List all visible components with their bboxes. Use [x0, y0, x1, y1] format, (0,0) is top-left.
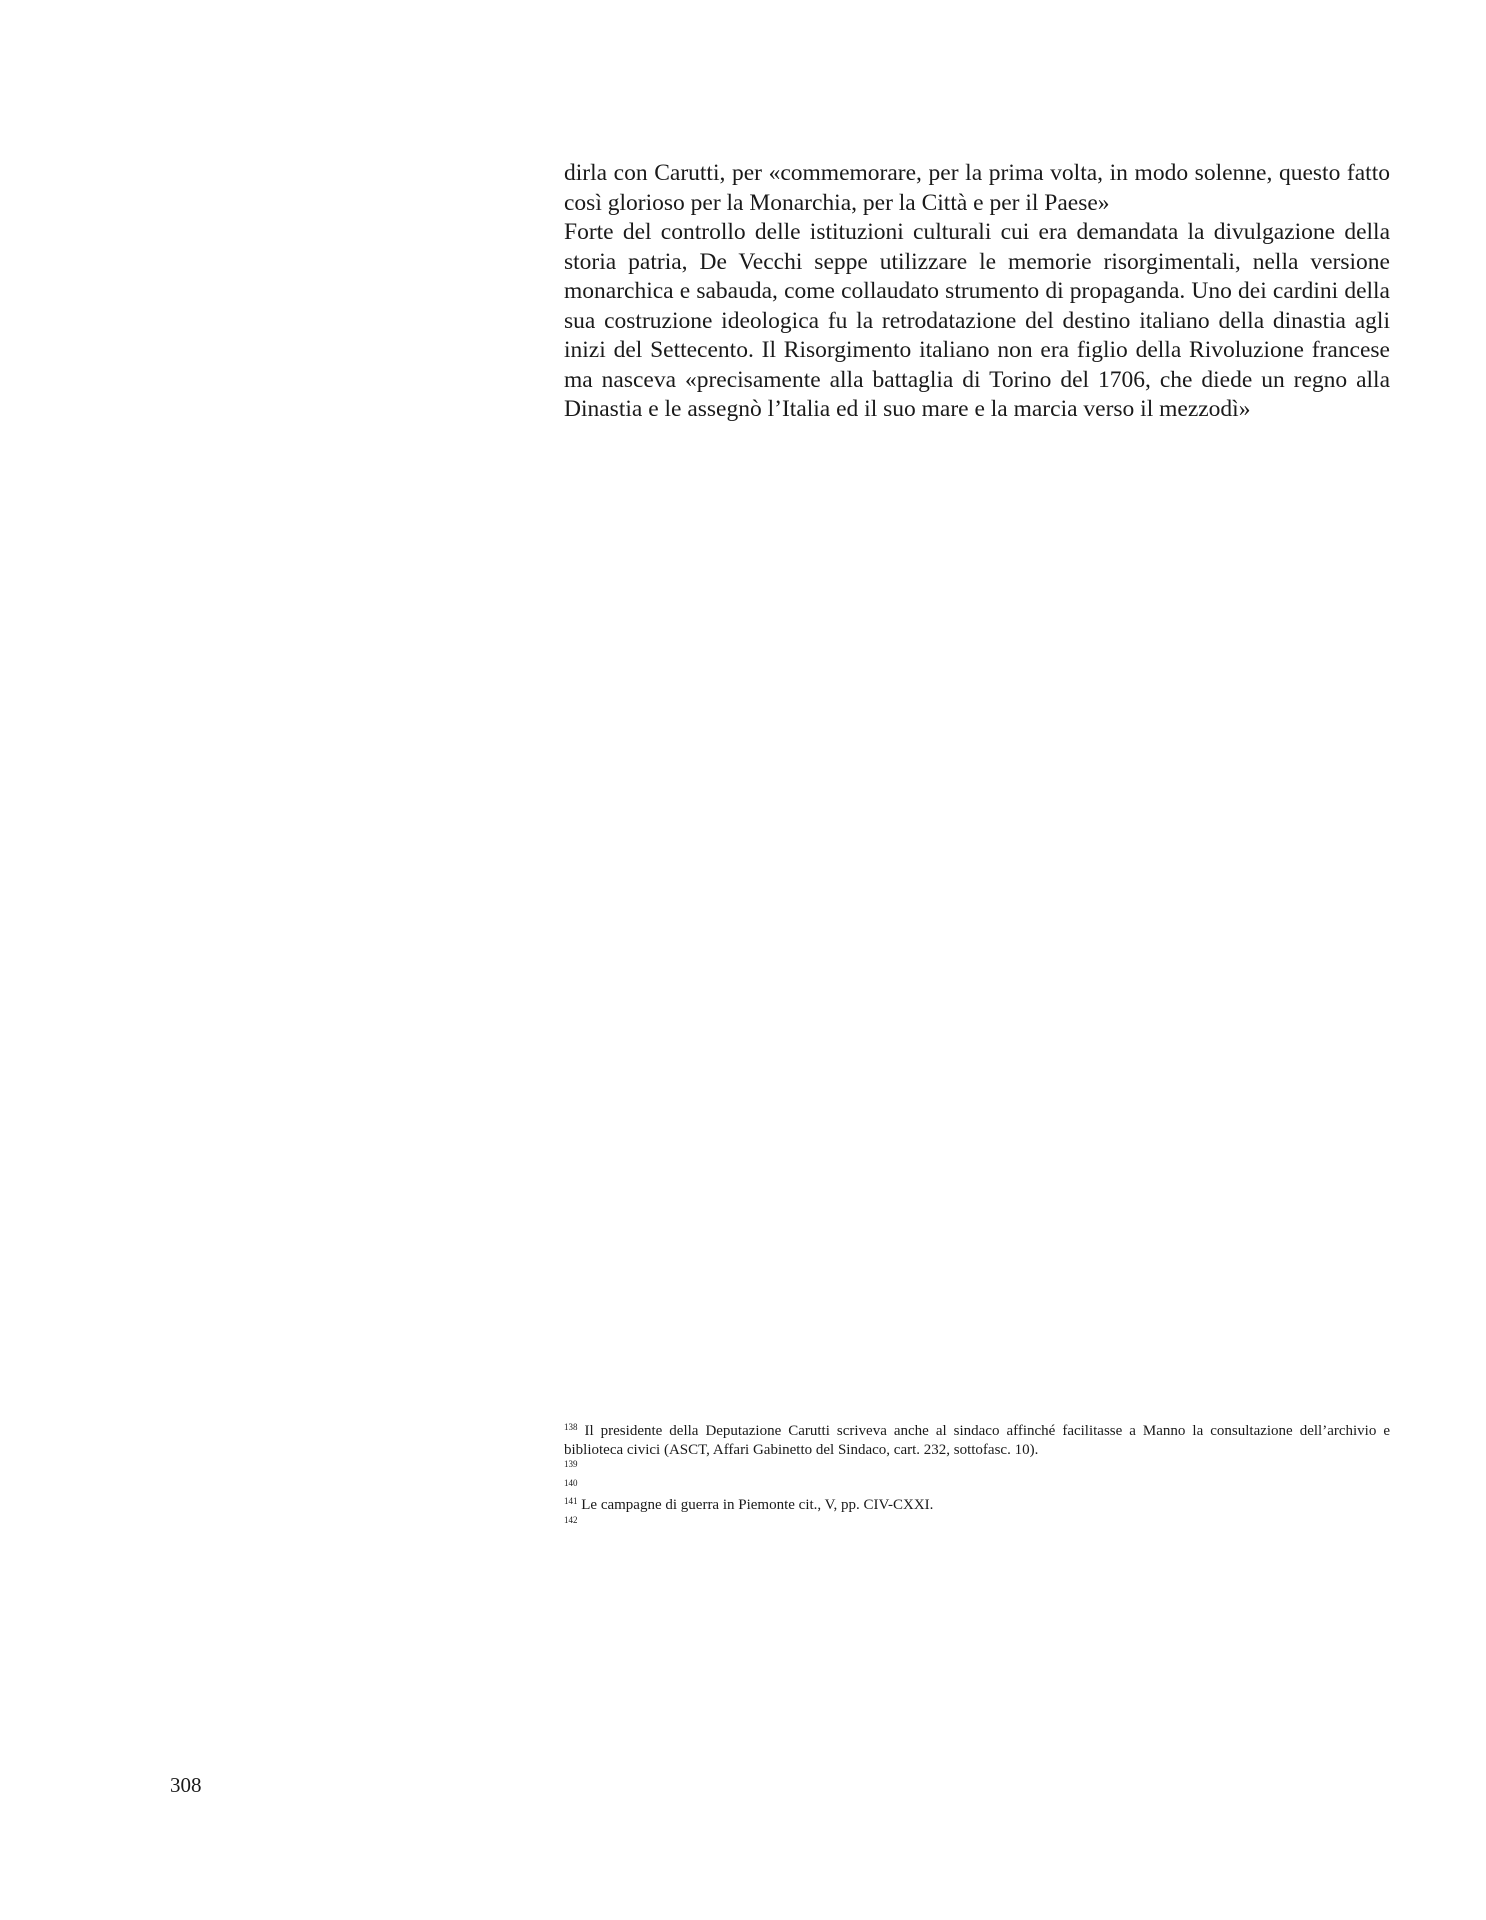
footnote-mark: 139	[564, 1459, 578, 1470]
paragraph: dirla con Carutti, per «commemorare, per la prima volta, in modo solenne, questo fatto così glorioso per la Monarchia, per la Città e per il Paese»	[564, 160, 1390, 216]
footnote-141	[564, 1496, 1390, 1515]
paragraph: Forte del controllo delle istituzioni culturali cui era demandata la divulgazione della storia patria, De Vecchi seppe utilizzare le memorie risorgimentali, nella versione monarchica e sabauda, come collaudato strumento di propaganda. Uno dei cardini della sua costruzione ideologica fu la retrodatazione del destino italiano della dinastia agli inizi del Settecento. Il Risorgimento italiano non era figlio della Rivoluzione francese ma nasceva «precisamente alla battaglia di Torino del 1706, che diede un regno alla Dinastia e le assegnò l’Italia ed il suo mare e la marcia verso il mezzodì»	[564, 219, 1390, 422]
page-number: 308	[170, 1773, 202, 1797]
footnote-138	[564, 1422, 1390, 1459]
footnote-mark: 142	[564, 1514, 578, 1525]
footnotes	[564, 1422, 1390, 1534]
footnote-mark: 138	[564, 1422, 578, 1432]
footnote-142	[564, 1515, 1390, 1534]
footnote-139	[564, 1459, 1390, 1478]
footnote-140	[564, 1478, 1390, 1497]
footnote-mark: 141	[564, 1496, 578, 1507]
footnote-mark: 140	[564, 1477, 578, 1488]
footnote-text: Il presidente della Deputazione Carutti scriveva anche al sindaco affinché facilitasse a Manno la consultazione dell’archivio e biblioteca civici (ASCT, Affari Gabinetto del Sindaco, cart. 232, sottofasc. 10).	[564, 1423, 1391, 1458]
footnote-text: Le campagne di guerra in Piemonte cit., V, pp. CIV-CXXI.	[581, 1497, 934, 1514]
main-text	[564, 159, 1390, 425]
